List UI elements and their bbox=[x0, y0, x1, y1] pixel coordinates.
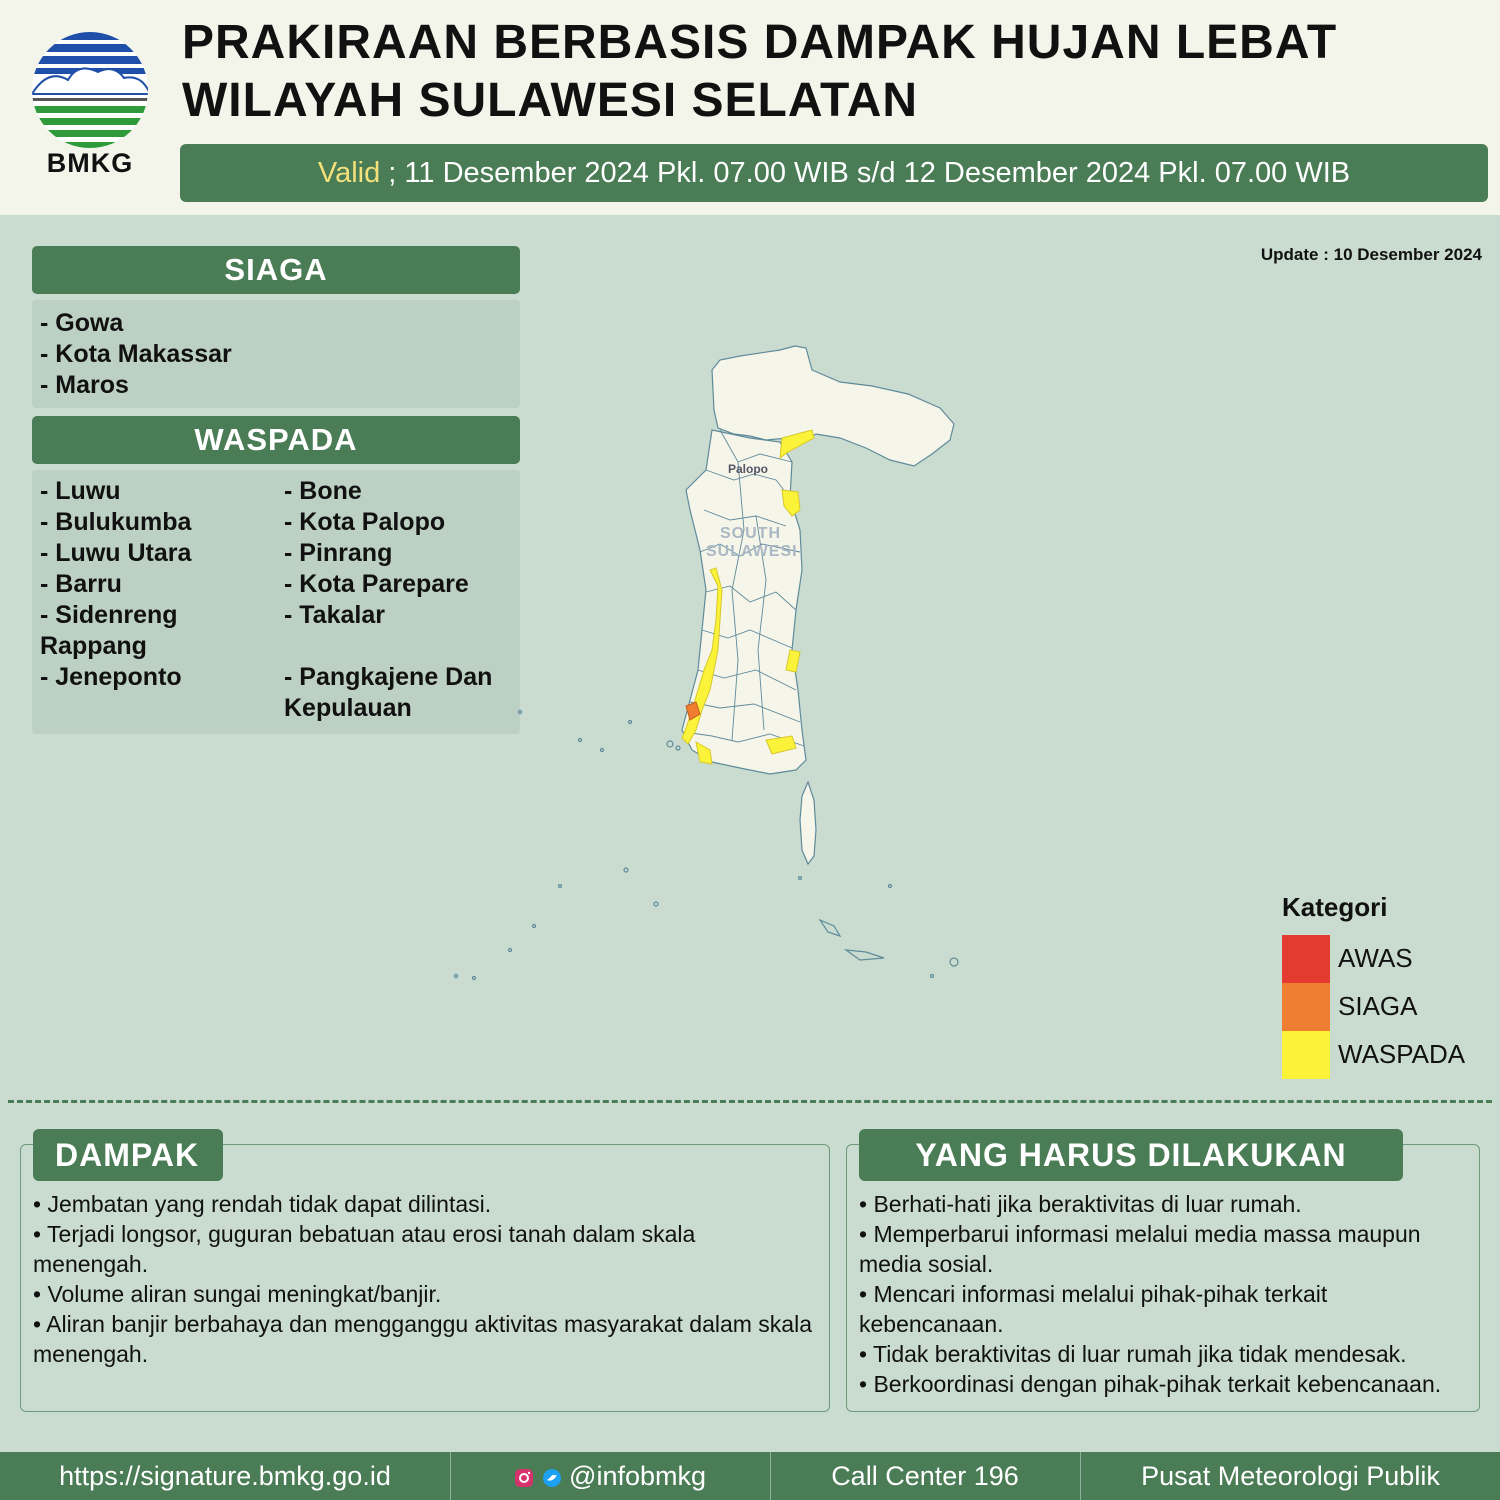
tindakan-header: YANG HARUS DILAKUKAN bbox=[859, 1129, 1403, 1181]
valid-period-bar bbox=[180, 144, 1488, 202]
section-divider bbox=[8, 1100, 1492, 1103]
waspada-item: - Jeneponto bbox=[40, 663, 182, 691]
dampak-item: • Terjadi longsor, guguran bebatuan atau erosi tanah dalam skala menengah. bbox=[33, 1221, 696, 1277]
tindakan-item: • Mencari informasi melalui pihak-pihak terkait kebencanaan. bbox=[859, 1281, 1328, 1337]
sulawesi-selatan-map bbox=[420, 330, 1000, 1010]
footer-social-handle: @infobmkg bbox=[569, 1461, 706, 1491]
siaga-item: - Maros bbox=[40, 371, 129, 399]
footer-website-link[interactable]: https://signature.bmkg.go.id bbox=[59, 1461, 391, 1491]
dampak-item: • Jembatan yang rendah tidak dapat dilintasi. bbox=[33, 1191, 492, 1217]
dampak-item: • Volume aliran sungai meningkat/banjir. bbox=[33, 1281, 442, 1307]
waspada-item: - Kota Parepare bbox=[284, 570, 469, 598]
dampak-item: • Aliran banjir berbahaya dan mengganggu aktivitas masyarakat dalam skala menengah. bbox=[33, 1311, 813, 1367]
map-label-region-1: SOUTH bbox=[720, 525, 781, 542]
waspada-item: - Barru bbox=[40, 570, 122, 598]
waspada-item: - Luwu bbox=[40, 477, 121, 505]
tindakan-panel bbox=[846, 1137, 1480, 1412]
siaga-header: SIAGA bbox=[32, 246, 520, 294]
valid-label: Valid bbox=[317, 157, 381, 189]
tindakan-item: • Berhati-hati jika beraktivitas di luar rumah. bbox=[859, 1191, 1302, 1217]
legend-swatch-waspada bbox=[1282, 1031, 1330, 1079]
header bbox=[0, 0, 1500, 215]
map-label-region-2: SULAWESI bbox=[706, 543, 798, 560]
twitter-icon bbox=[542, 1468, 562, 1488]
waspada-item: - Sidenreng Rappang bbox=[40, 601, 178, 660]
waspada-header: WASPADA bbox=[32, 416, 520, 464]
map-label-palopo: Palopo bbox=[728, 462, 769, 476]
title-line-2: WILAYAH SULAWESI SELATAN bbox=[182, 74, 919, 127]
legend-swatch-siaga bbox=[1282, 983, 1330, 1031]
page-title bbox=[182, 14, 1337, 130]
tindakan-item: • Tidak beraktivitas di luar rumah jika tidak mendesak. bbox=[859, 1341, 1407, 1367]
waspada-item: - Bone bbox=[284, 477, 362, 505]
instagram-icon bbox=[514, 1468, 534, 1488]
map-svg bbox=[420, 330, 1000, 1010]
siaga-item: - Gowa bbox=[40, 309, 124, 337]
dampak-panel bbox=[20, 1137, 830, 1412]
dampak-list bbox=[33, 1189, 813, 1369]
bmkg-logo bbox=[28, 28, 152, 178]
tindakan-list bbox=[859, 1189, 1469, 1399]
waspada-item: - Bulukumba bbox=[40, 508, 192, 536]
tindakan-item: • Berkoordinasi dengan pihak-pihak terkait kebencanaan. bbox=[859, 1371, 1442, 1397]
legend-label: WASPADA bbox=[1338, 1039, 1466, 1069]
footer bbox=[0, 1452, 1500, 1500]
tindakan-item: • Memperbarui informasi melalui media massa maupun media sosial. bbox=[859, 1221, 1421, 1277]
legend-title: Kategori bbox=[1282, 892, 1388, 922]
waspada-item: - Pangkajene Dan Kepulauan bbox=[284, 663, 493, 722]
waspada-left-column bbox=[40, 476, 270, 693]
footer-call-center[interactable]: Call Center 196 bbox=[831, 1461, 1019, 1491]
logo-text: BMKG bbox=[46, 148, 134, 178]
siaga-item: - Kota Makassar bbox=[40, 340, 232, 368]
legend-label: SIAGA bbox=[1338, 991, 1418, 1021]
update-date: Update : 10 Desember 2024 bbox=[1260, 245, 1482, 264]
dampak-header: DAMPAK bbox=[33, 1129, 223, 1181]
waspada-item: - Pinrang bbox=[284, 539, 393, 567]
footer-org: Pusat Meteorologi Publik bbox=[1141, 1461, 1440, 1491]
legend-label: AWAS bbox=[1338, 943, 1413, 973]
waspada-item: - Takalar bbox=[284, 601, 385, 629]
waspada-item: - Luwu Utara bbox=[40, 539, 192, 567]
legend-swatch-awas bbox=[1282, 935, 1330, 983]
valid-period: ; 11 Desember 2024 Pkl. 07.00 WIB s/d 12 Desember 2024 Pkl. 07.00 WIB bbox=[380, 157, 1351, 189]
waspada-item: - Kota Palopo bbox=[284, 508, 446, 536]
footer-social[interactable] bbox=[451, 1452, 769, 1500]
map-island-selayar bbox=[800, 782, 816, 864]
title-line-1: PRAKIRAAN BERBASIS DAMPAK HUJAN LEBAT bbox=[182, 16, 1338, 69]
bmkg-emblem-icon bbox=[28, 28, 152, 148]
